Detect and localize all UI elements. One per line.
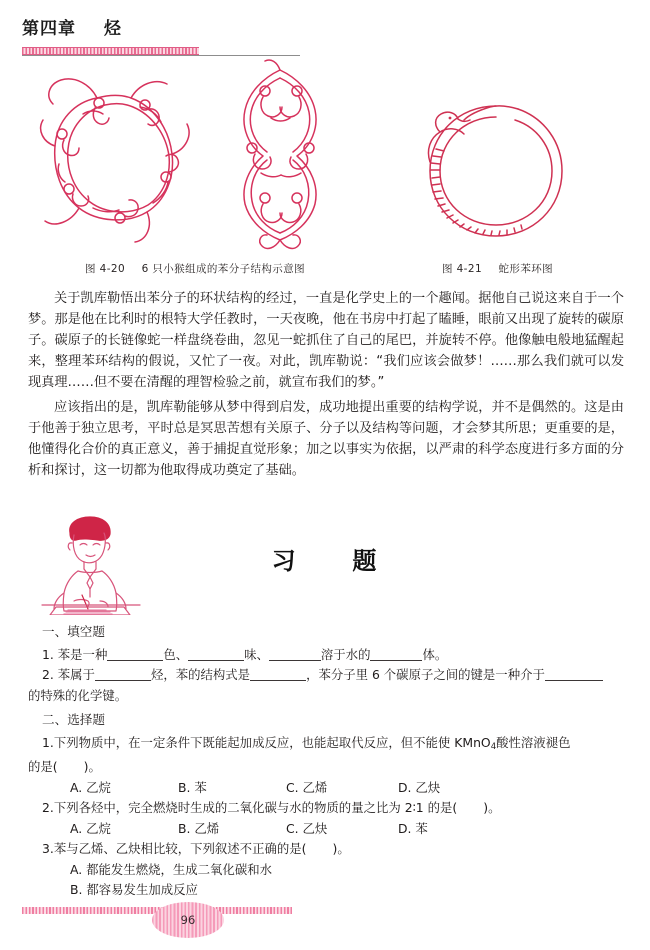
- exercise-section-heading-multiple-choice: 二、选择题: [42, 712, 105, 727]
- option-a[interactable]: A. 乙烷: [70, 820, 111, 836]
- figure-caption-text: 6 只小猴组成的苯分子结构示意图: [141, 263, 305, 275]
- option-c[interactable]: C. 乙烯: [286, 779, 328, 795]
- option-b[interactable]: B. 乙烯: [178, 820, 220, 836]
- exercise-question-1-2: [28, 665, 628, 686]
- page-footer: [0, 892, 650, 950]
- exercise-question-2-1: [28, 733, 628, 758]
- figure-caption-text: 蛇形苯环图: [498, 263, 554, 275]
- figures-row: [0, 58, 650, 283]
- chapter-label: 第四章: [22, 19, 76, 39]
- exercise-section-title: [0, 541, 650, 576]
- question-part: ，苯分子里 6 个碳原子之间的键是一种介于: [306, 667, 545, 682]
- option-d[interactable]: D. 苯: [398, 820, 428, 836]
- answer-prompt: 的是(: [28, 759, 58, 774]
- exercise-title-char-1: 习: [271, 547, 298, 575]
- page-number-badge: [152, 902, 224, 938]
- exercise-option-2-3-a[interactable]: A. 都能发生燃烧，生成二氧化碳和水: [70, 861, 272, 877]
- exercise-question-2-1-answer-line: [28, 757, 628, 778]
- question-number: 1.: [42, 734, 54, 750]
- monkey-benzene-artwork-2: [205, 58, 355, 253]
- question-number: 1.: [42, 646, 54, 662]
- chapter-name: 烃: [103, 19, 122, 39]
- figure-number: 图 4-21: [441, 263, 483, 275]
- exercise-options-2-2: [28, 819, 628, 840]
- exercise-banner: [0, 515, 650, 615]
- page-number: 96: [180, 913, 196, 927]
- chapter-divider-line: [22, 55, 300, 56]
- answer-blank[interactable]: [269, 647, 321, 661]
- question-stem-tail: 酸性溶液褪色: [496, 734, 571, 750]
- exercise-question-2-2: [28, 798, 628, 819]
- answer-blank[interactable]: [545, 667, 603, 681]
- figure-caption: [35, 261, 355, 276]
- option-d[interactable]: D. 乙炔: [398, 779, 441, 795]
- question-part: 溶于水的: [320, 646, 371, 662]
- page-title: [22, 14, 628, 39]
- question-number: 2.: [42, 800, 54, 815]
- chapter-divider-hatch: [22, 47, 199, 55]
- paragraph-2: 应该指出的是，凯库勒能够从梦中得到启发，成功地提出重要的结构学说，并不是偶然的。这是由于他善于独立思考，平时总是冥思苦想有关原子、分子以及结构等问题，才会梦其所思；更重要的是，他懂得化合价的真正意义，善于捕捉直觉形象；加之以事实为依据，以严肃的科学态度进行多方面的分析和探讨，这一切都为他取得成功奠定了基础。: [28, 400, 624, 478]
- option-a[interactable]: A. 乙烷: [70, 779, 111, 795]
- exercise-option-2-3-b[interactable]: B. 都容易发生加成反应: [70, 882, 198, 897]
- paragraph-1: 关于凯库勒悟出苯分子的环状结构的经过，一直是化学史上的一个趣闻。据他自己说这来自于一个梦。那是他在比利时的根特大学任教时，一天夜晚，他在书房中打起了瞌睡，眼前又出现了旋转的碳原子。碳原子的长链像蛇一样盘绕卷曲，忽见一蛇抓住了自己的尾巴，并旋转不停。他像触电般地猛醒起来，整理苯环结构的假说，又忙了一夜。对此，凯库勒说：“我们应该会做梦！……那么我们就可以发现真理……但不要在清醒的理智检验之前，就宣布我们的梦。”: [28, 291, 624, 390]
- exercises: [28, 622, 628, 901]
- body-text: [28, 288, 624, 483]
- exercise-options-2-1: [28, 778, 628, 799]
- formula-subscript: 4: [490, 741, 497, 752]
- monkey-benzene-variant: [205, 58, 355, 257]
- answer-blank[interactable]: [188, 647, 244, 661]
- exercise-question-2-3: [28, 839, 628, 860]
- question-stem: 苯与乙烯、乙炔相比较，下列叙述不正确的是(: [53, 841, 307, 856]
- question-part: 苯属于: [57, 667, 95, 682]
- answer-blank[interactable]: [95, 667, 151, 681]
- question-stem: 下列物质中，在一定条件下既能起加成反应，也能起取代反应，但不能使 KMnO: [53, 734, 491, 750]
- question-number: 3.: [42, 841, 54, 856]
- question-part: 体。: [422, 646, 448, 662]
- question-part: 味、: [244, 646, 269, 662]
- figure-number: 图 4-20: [85, 263, 126, 275]
- option-c[interactable]: C. 乙炔: [286, 820, 328, 836]
- question-part: 色、: [163, 646, 189, 662]
- exercise-question-1-1: [28, 645, 628, 666]
- exercise-question-1-2-continuation: 的特殊的化学键。: [28, 687, 128, 703]
- question-number: 2.: [42, 667, 54, 682]
- answer-prompt-tail: )。: [83, 759, 101, 774]
- chapter-divider: [22, 47, 302, 56]
- question-stem-tail: )。: [483, 800, 501, 815]
- question-part: 苯是一种: [57, 646, 108, 662]
- answer-blank[interactable]: [370, 647, 422, 661]
- answer-blank[interactable]: [250, 667, 306, 681]
- question-stem: 下列各烃中，完全燃烧时生成的二氧化碳与水的物质的量之比为 2∶1 的是(: [53, 800, 458, 815]
- figure-caption: [390, 261, 605, 276]
- figure-snake-ring: [390, 58, 605, 276]
- snake-benzene-artwork: [390, 58, 605, 253]
- exercise-title-char-2: 题: [352, 547, 379, 575]
- question-stem-tail: )。: [332, 841, 350, 856]
- question-part: 烃，苯的结构式是: [150, 667, 251, 682]
- answer-blank[interactable]: [107, 647, 163, 661]
- option-b[interactable]: B. 苯: [178, 779, 207, 795]
- chapter-header: [22, 14, 628, 56]
- exercise-section-heading-fill-in: 一、填空题: [42, 624, 105, 639]
